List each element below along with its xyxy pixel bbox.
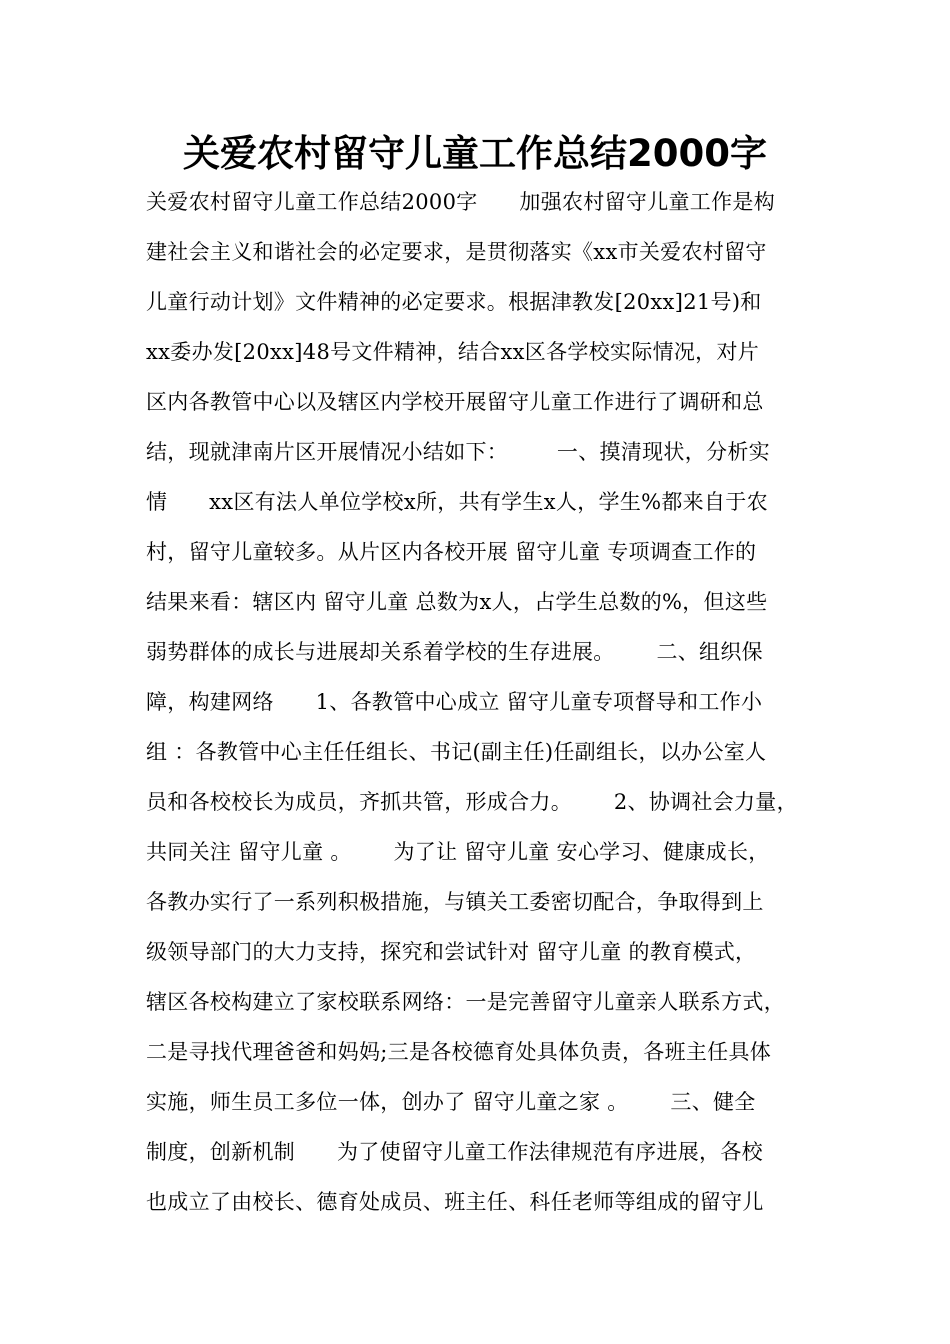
body-line: 制度，创新机制 为了使留守儿童工作法律规范有序进展，各校 [146, 1140, 763, 1164]
body-line: 员和各校校长为成员，齐抓共管，形成合力。 2、协调社会力量， [146, 790, 798, 814]
body-line: 弱势群体的成长与进展却关系着学校的生存进展。 二、组织保 [146, 640, 763, 664]
body-line: 各教办实行了一系列积极措施，与镇关工委密切配合，争取得到上 [146, 890, 764, 914]
document-body [146, 177, 816, 1227]
body-line: 二是寻找代理爸爸和妈妈;三是各校德育处具体负责，各班主任具体 [146, 1040, 772, 1064]
body-line: 情 xx区有法人单位学校x所，共有学生x人，学生%都来自于农 [146, 490, 768, 514]
body-line: 组 ：各教管中心主任任组长、书记(副主任)任副组长，以办公室人 [146, 740, 767, 764]
body-line: 关爱农村留守儿童工作总结2000字 加强农村留守儿童工作是构 [146, 190, 775, 214]
body-line: 村，留守儿童较多。从片区内各校开展 留守儿童 专项调查工作的 [146, 540, 757, 564]
body-line: 障，构建网络 1、各教管中心成立 留守儿童专项督导和工作小 [146, 690, 763, 714]
body-line: 儿童行动计划》文件精神的必定要求。根据津教发[20xx]21号)和 [146, 290, 762, 314]
body-line: 结，现就津南片区开展情况小结如下： 一、摸清现状，分析实 [146, 440, 770, 464]
body-line: 共同关注 留守儿童 。 为了让 留守儿童 安心学习、健康成长， [146, 840, 770, 864]
body-line: 级领导部门的大力支持，探究和尝试针对 留守儿童 的教育模式， [146, 940, 757, 964]
body-line: 实施，师生员工多位一体，创办了 留守儿童之家 。 三、健全 [146, 1090, 756, 1114]
body-line: 结果来看：辖区内 留守儿童 总数为x人，占学生总数的%，但这些 [146, 590, 768, 614]
body-line: 辖区各校构建立了家校联系网络：一是完善留守儿童亲人联系方式， [146, 990, 785, 1014]
body-line: 区内各教管中心以及辖区内学校开展留守儿童工作进行了调研和总 [146, 390, 764, 414]
body-line: xx委办发[20xx]48号文件精神，结合xx区各学校实际情况，对片 [146, 340, 760, 364]
body-line: 也成立了由校长、德育处成员、班主任、科任老师等组成的留守儿 [146, 1190, 764, 1214]
document-title: 关爱农村留守儿童工作总结2000字 [183, 132, 767, 175]
body-line: 建社会主义和谐社会的必定要求，是贯彻落实《xx市关爱农村留守 [146, 240, 767, 264]
